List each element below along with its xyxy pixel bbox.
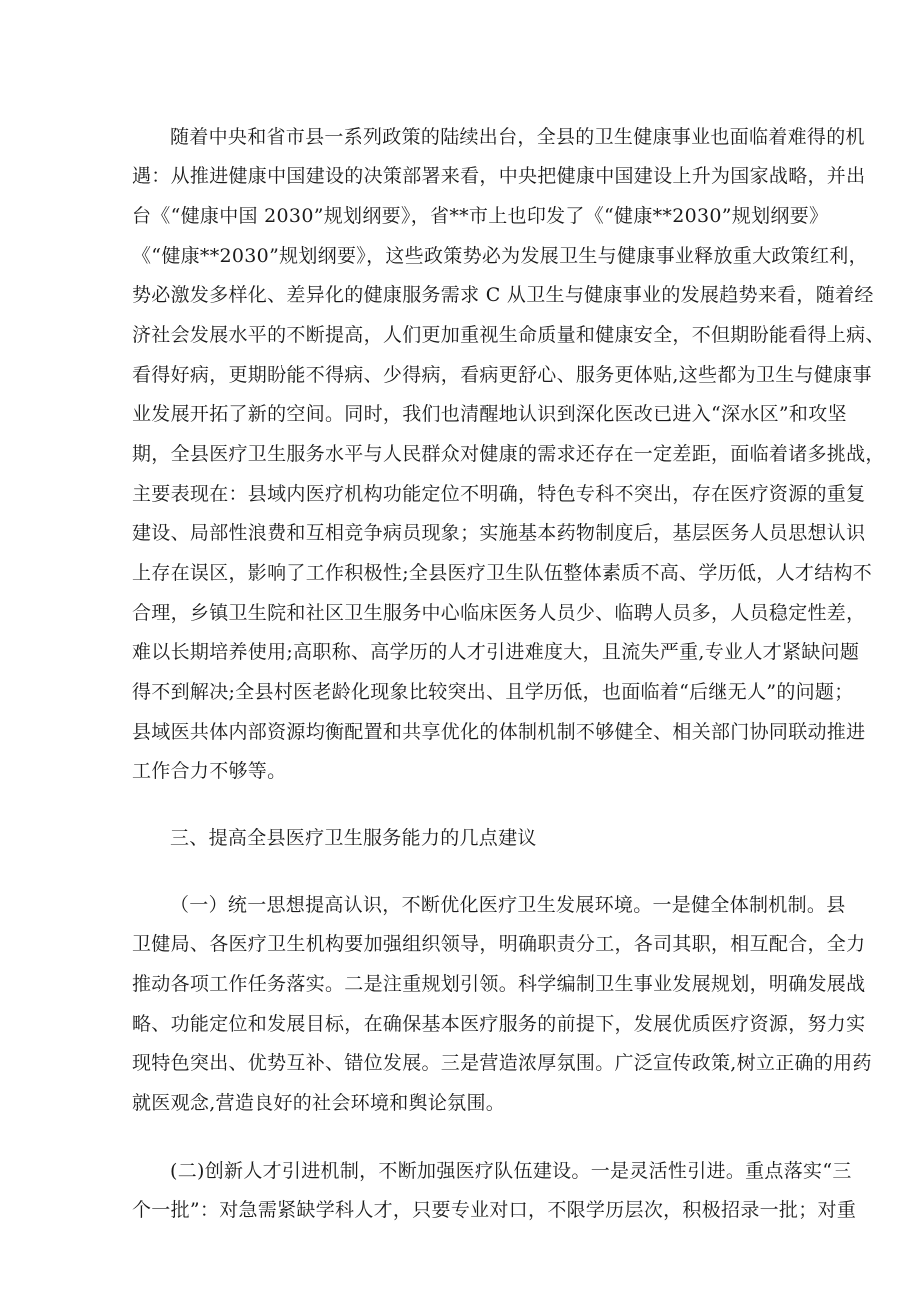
paragraph-1-line: 工作合力不够等。 bbox=[132, 760, 287, 782]
paragraph-3-line: （一）统一思想提高认识，不断优化医疗卫生发展环境。一是健全体制机制。县 bbox=[170, 894, 846, 916]
paragraph-1-line: 随着中央和省市县一系列政策的陆续出台，全县的卫生健康事业也面临着难得的机 bbox=[170, 126, 865, 148]
paragraph-3-line: 就医观念,营造良好的社会环境和舆论氛围。 bbox=[132, 1092, 506, 1114]
paragraph-4-line: 个一批”：对急需紧缺学科人才，只要专业对口，不限学历层次，积极招录一批；对重 bbox=[132, 1199, 857, 1221]
paragraph-1-line: 期，全县医疗卫生服务水平与人民群众对健康的需求还存在一定差距，面临着诸多挑战， bbox=[132, 443, 885, 465]
paragraph-1-line: 遇：从推进健康中国建设的决策部署来看，中央把健康中国建设上升为国家战略，并出 bbox=[132, 165, 866, 187]
paragraph-1-line: 业发展开拓了新的空间。同时，我们也清醒地认识到深化医改已进入“深水区”和攻坚 bbox=[132, 403, 847, 425]
paragraph-3-line: 推动各项工作任务落实。二是注重规划引领。科学编制卫生事业发展规划，明确发展战 bbox=[132, 973, 866, 995]
paragraph-1-line: 上存在误区，影响了工作积极性;全县医疗卫生队伍整体素质不高、学历低，人才结构不 bbox=[132, 562, 873, 584]
paragraph-1-line: 建设、局部性浪费和互相竞争病员现象；实施基本药物制度后，基层医务人员思想认识 bbox=[132, 522, 866, 544]
section-heading: 三、提高全县医疗卫生服务能力的几点建议 bbox=[170, 827, 537, 849]
paragraph-1-line: 台《“健康中国 2030”规划纲要》，省**市上也印发了《“健康**2030”规划纲要》 bbox=[132, 205, 829, 227]
paragraph-3-line: 现特色突出、优势互补、错位发展。三是营造浓厚氛围。广泛宣传政策,树立正确的用药 bbox=[132, 1052, 872, 1074]
paragraph-1-line: 济社会发展水平的不断提高，人们更加重视生命质量和健康安全，不但期盼能看得上病、 bbox=[132, 324, 885, 346]
paragraph-4-line: (二)创新人才引进机制，不断加强医疗队伍建设。一是灵活性引进。重点落实“三 bbox=[170, 1160, 852, 1182]
paragraph-1-line: 看得好病，更期盼能不得病、少得病，看病更舒心、服务更体贴,这些都为卫生与健康事 bbox=[132, 364, 872, 386]
paragraph-3-line: 略、功能定位和发展目标，在确保基本医疗服务的前提下，发展优质医疗资源，努力实 bbox=[132, 1013, 866, 1035]
paragraph-1-line: 得不到解决;全县村医老龄化现象比较突出、且学历低，也面临着“后继无人”的问题； bbox=[132, 681, 854, 703]
paragraph-1-line: 难以长期培养使用;高职称、高学历的人才引进难度大，且流失严重,专业人才紧缺问题 bbox=[132, 641, 860, 663]
paragraph-1-line: 主要表现在：县域内医疗机构功能定位不明确，特色专科不突出，存在医疗资源的重复 bbox=[132, 483, 866, 505]
paragraph-3-line: 卫健局、各医疗卫生机构要加强组织领导，明确职责分工，各司其职，相互配合，全力 bbox=[132, 933, 866, 955]
paragraph-1-line: 县域医共体内部资源均衡配置和共享优化的体制机制不够健全、相关部门协同联动推进 bbox=[132, 721, 866, 743]
paragraph-1-line: 势必激发多样化、差异化的健康服务需求 C 从卫生与健康事业的发展趋势来看，随着经 bbox=[132, 284, 874, 306]
paragraph-1-line: 《“健康**2030”规划纲要》，这些政策势必为发展卫生与健康事业释放重大政策红利， bbox=[132, 245, 868, 267]
paragraph-1-line: 合理，乡镇卫生院和社区卫生服务中心临床医务人员少、临聘人员多，人员稳定性差， bbox=[132, 602, 866, 624]
